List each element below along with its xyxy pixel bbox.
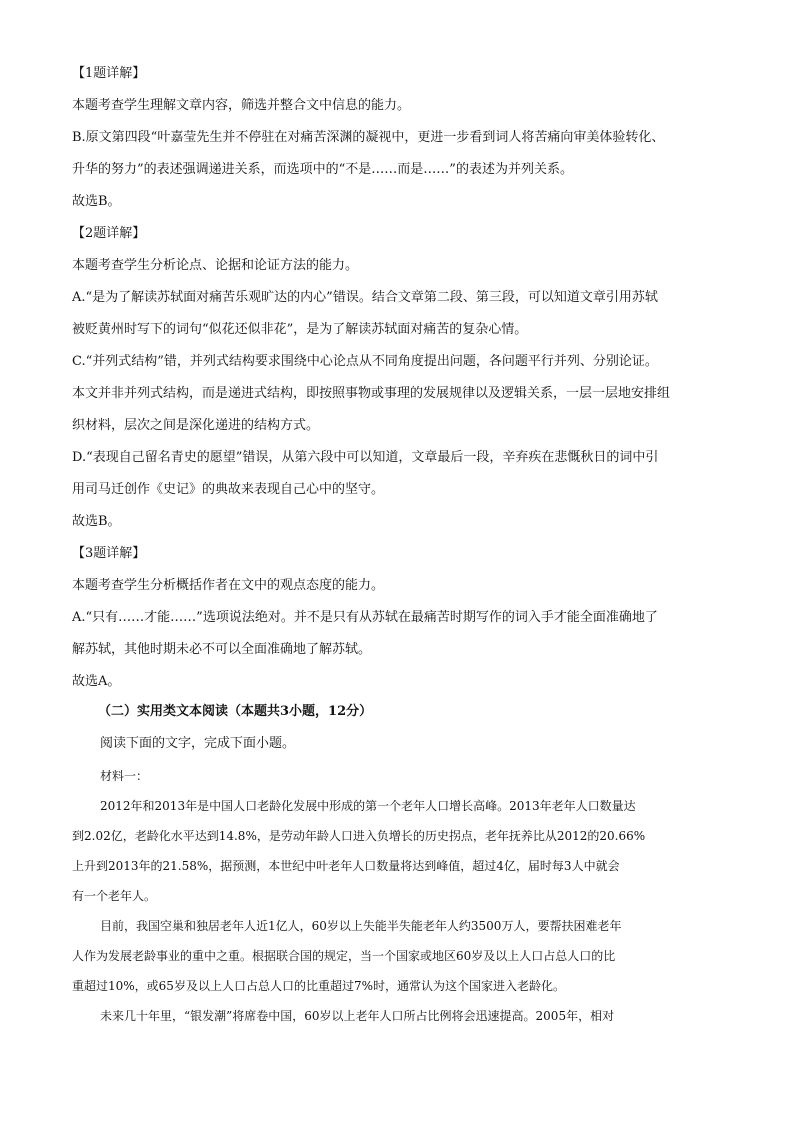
text-line: 用司马迁创作《史记》的典故来表现自己心中的坚守。: [72, 482, 385, 497]
text-line: 织材料，层次之间是深化递进的结构方式。: [72, 418, 320, 433]
text-line: 本文并非并列式结构，而是递进式结构，即按照事物或事理的发展规律以及逻辑关系，一层一层地安排组: [72, 386, 671, 401]
text-line: A.“只有……才能……”选项说法绝对。并不是只有从苏轼在最痛苦时期写作的词入手才能全面准确地了: [72, 610, 658, 625]
text-line: 故选B。: [72, 194, 121, 209]
material-line: 未来几十年里，“银发潮”将席卷中国，60岁以上老年人口所占比例将会迅速提高。2005年，相对: [100, 1009, 615, 1023]
material-line: 有一个老年人。: [72, 889, 157, 903]
text-line: D.“表现自己留名青史的愿望”错误，从第六段中可以知道，文章最后一段，辛弃疾在悲慨秋日的词中引: [72, 450, 659, 465]
text-line: 解苏轼，其他时期未必不可以全面准确地了解苏轼。: [72, 642, 372, 657]
text-line: 故选A。: [72, 674, 121, 689]
material-line: 重超过10%，或65岁及以上人口占总人口的比重超过7%时，通常认为这个国家进入老龄化。: [72, 979, 565, 993]
material-line: 上升到2013年的21.58%，据预测，本世纪中叶老年人口数量将达到峰值，超过4亿，届时每3人中就会: [72, 859, 620, 873]
text-line: 【1题详解】: [72, 66, 146, 81]
text-line: 升华的努力”的表述强调递进关系，而选项中的“不是……而是……”的表述为并列关系。: [72, 162, 573, 177]
material-line: 目前，我国空巢和独居老年人近1亿人，60岁以上失能半失能老年人约3500万人，要帮扶困难老年: [100, 919, 622, 933]
section-title: （二）实用类文本阅读（本题共3小题，12分）: [98, 704, 373, 719]
text-line: 本题考查学生分析概括作者在文中的观点态度的能力。: [72, 578, 385, 593]
material-line: 到2.02亿，老龄化水平达到14.8%，是劳动年龄人口进入负增长的历史拐点，老年抚养比从2012的20.66%: [72, 829, 646, 843]
text-line: 【2题详解】: [72, 226, 146, 241]
text-line: 本题考查学生分析论点、论据和论证方法的能力。: [72, 258, 359, 273]
text-line: B.原文第四段“叶嘉莹先生并不停驻在对痛苦深渊的凝视中，更进一步看到词人将苦痛向审美体验转化、: [72, 130, 665, 145]
material-label: 材料一：: [100, 769, 149, 783]
text-line: 本题考查学生理解文章内容，筛选并整合文中信息的能力。: [72, 98, 411, 113]
instruction-text: 阅读下面的文字，完成下面小题。: [100, 736, 296, 751]
text-line: C.“并列式结构”错，并列式结构要求围绕中心论点从不同角度提出问题，各问题平行并列、分别论证。: [72, 354, 658, 369]
text-line: A.“是为了解读苏轼面对痛苦乐观旷达的内心”错误。结合文章第二段、第三段，可以知道文章引用苏轼: [72, 290, 658, 305]
material-line: 人作为发展老龄事业的重中之重。根据联合国的规定，当一个国家或地区60岁及以上人口占总人口的比: [72, 949, 616, 963]
text-line: 故选B。: [72, 514, 121, 529]
text-line: 被贬黄州时写下的词句“似花还似非花”，是为了解读苏轼面对痛苦的复杂心情。: [72, 322, 528, 337]
material-line: 2012年和2013年是中国人口老龄化发展中形成的第一个老年人口增长高峰。2013年老年人口数量达: [100, 799, 636, 813]
text-line: 【3题详解】: [72, 546, 146, 561]
